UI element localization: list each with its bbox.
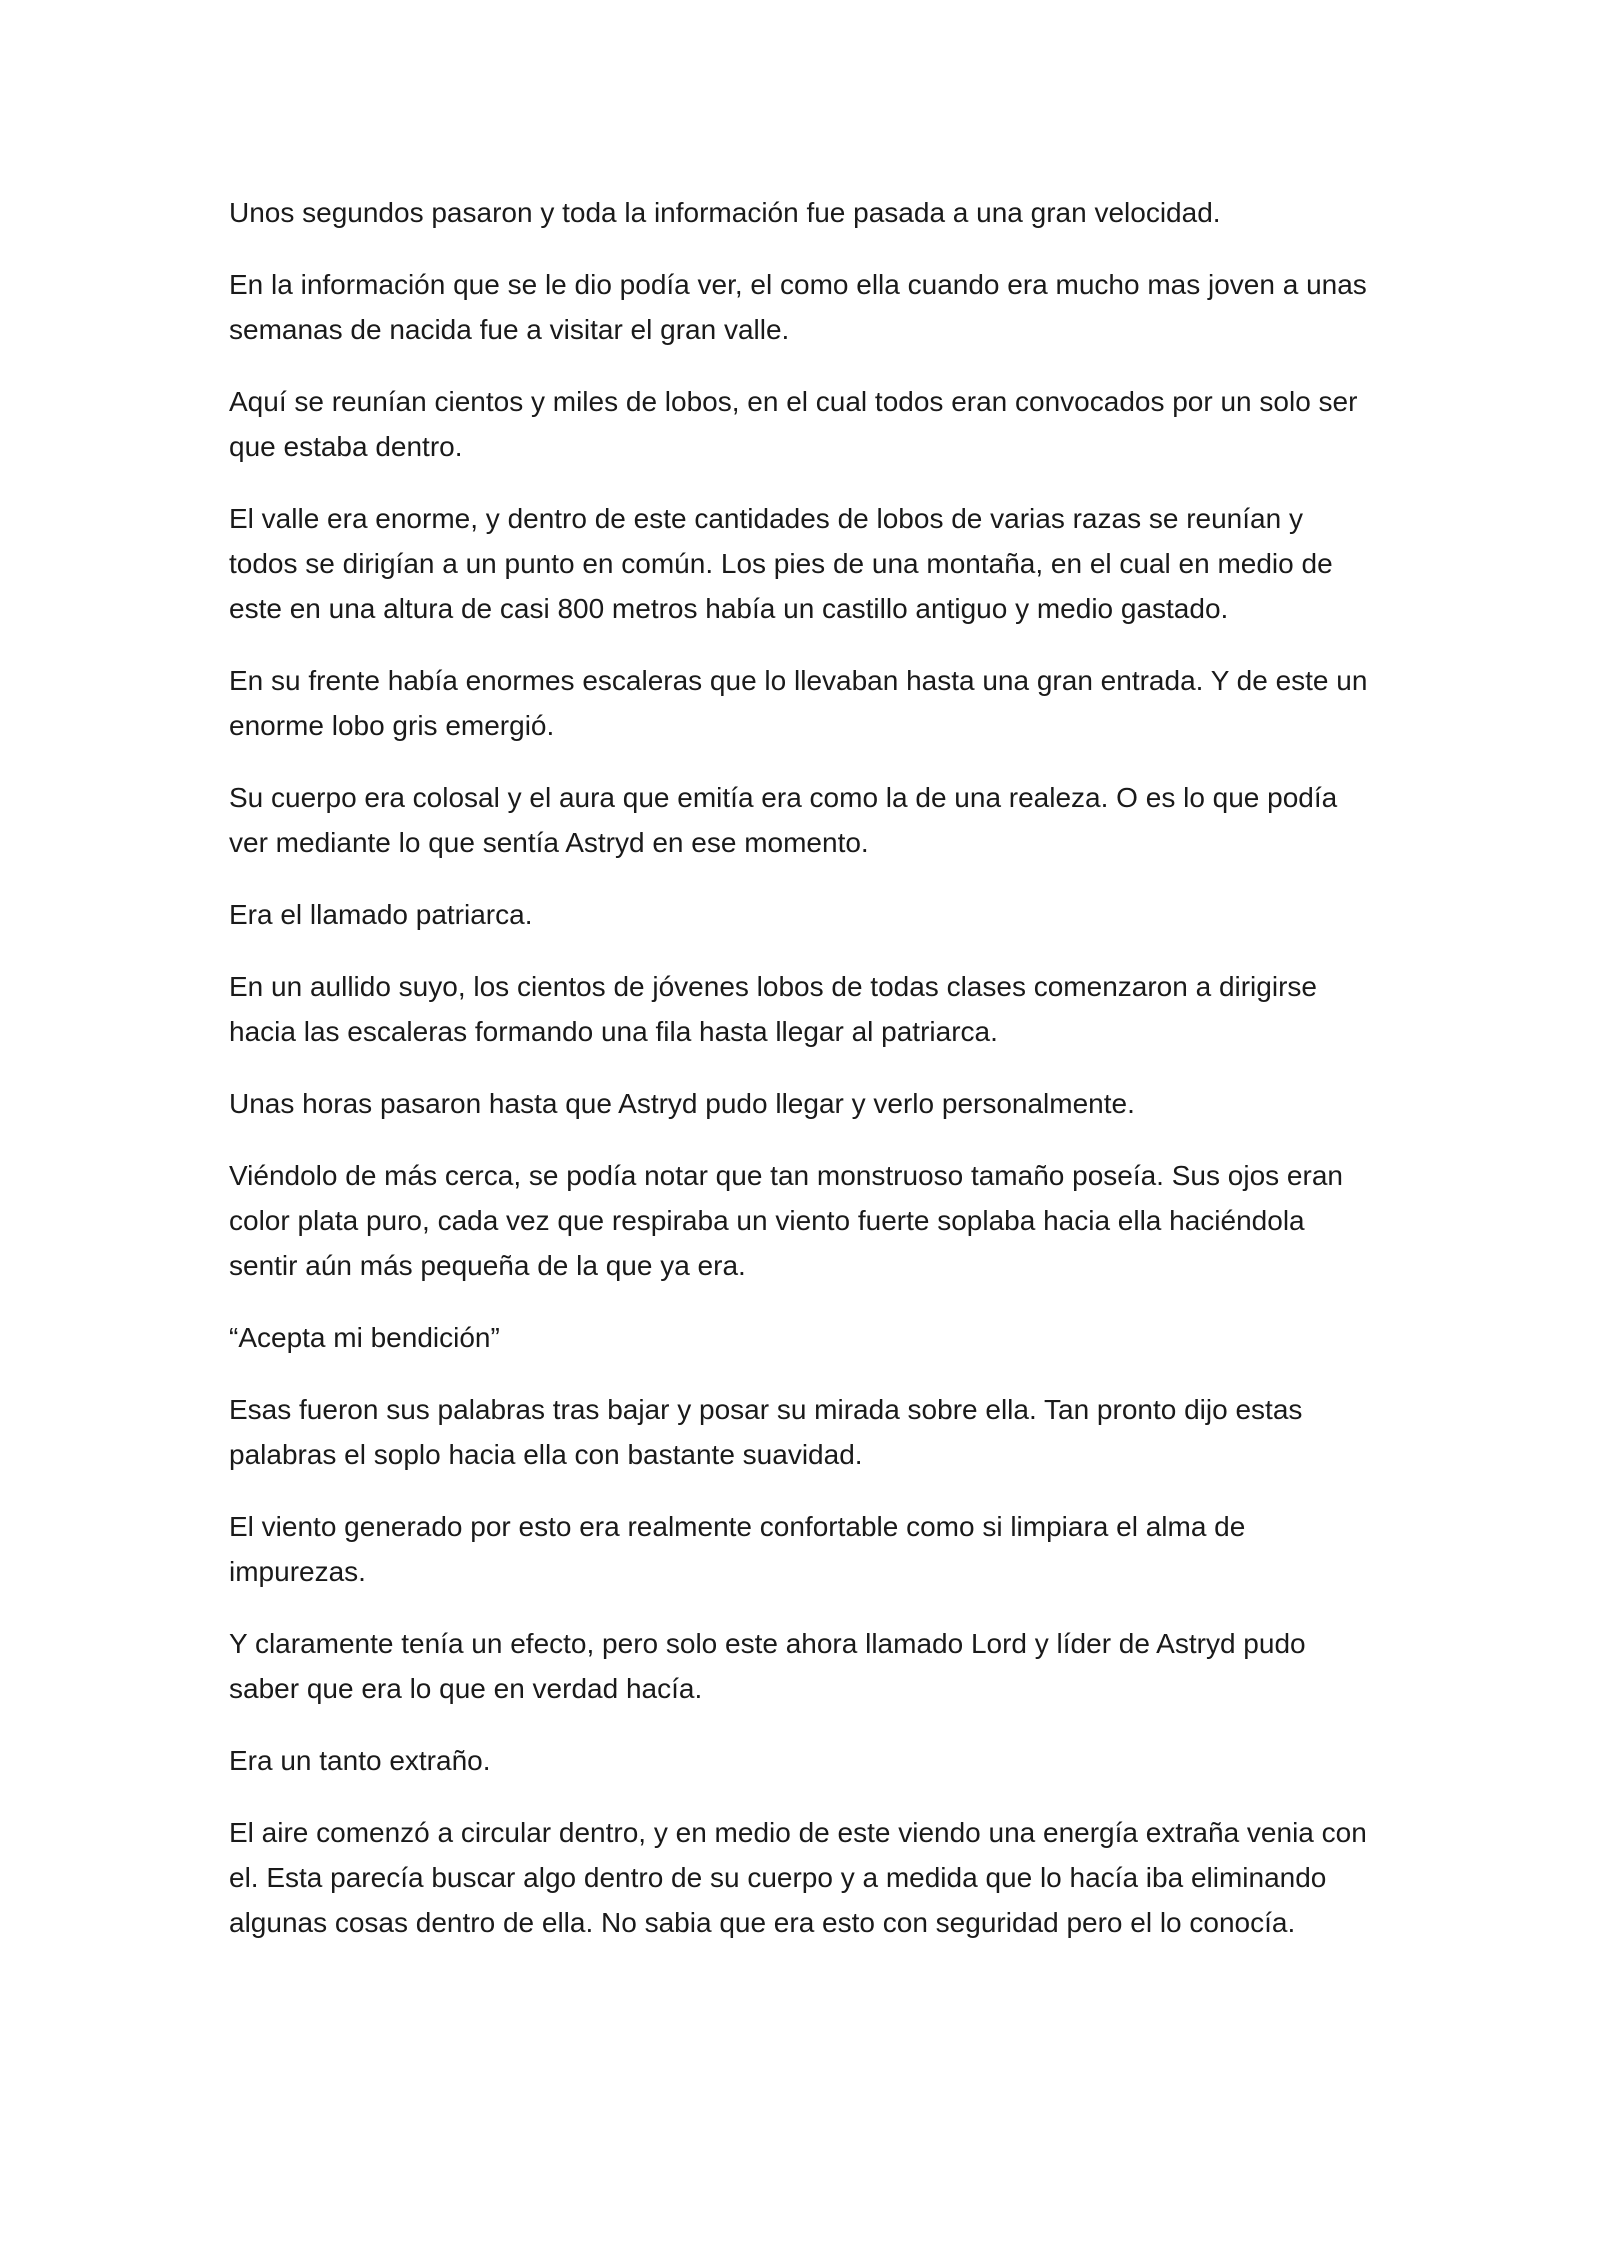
paragraph-13: El viento generado por esto era realmente confortable como si limpiara el alma de impurezas. xyxy=(229,1511,1246,1587)
paragraph-7: Era el llamado patriarca. xyxy=(229,899,533,930)
paragraph-9: Unas horas pasaron hasta que Astryd pudo llegar y verlo personalmente. xyxy=(229,1088,1135,1119)
paragraph-1: Unos segundos pasaron y toda la información fue pasada a una gran velocidad. xyxy=(229,197,1221,228)
paragraph-16: El aire comenzó a circular dentro, y en medio de este viendo una energía extraña venia con el. Esta parecía buscar algo dentro de su cuerpo y a medida que lo hacía iba eliminando algunas cosas dentro de ella. No sabia que era esto con seguridad pero el lo conocía. xyxy=(229,1817,1367,1938)
paragraph-12: Esas fueron sus palabras tras bajar y posar su mirada sobre ella. Tan pronto dijo estas palabras el soplo hacia ella con bastante suavidad. xyxy=(229,1394,1303,1470)
paragraph-14: Y claramente tenía un efecto, pero solo este ahora llamado Lord y líder de Astryd pudo saber que era lo que en verdad hacía. xyxy=(229,1628,1306,1704)
paragraph-5: En su frente había enormes escaleras que lo llevaban hasta una gran entrada. Y de este un enorme lobo gris emergió. xyxy=(229,665,1368,741)
paragraph-10: Viéndolo de más cerca, se podía notar que tan monstruoso tamaño poseía. Sus ojos eran color plata puro, cada vez que respiraba un viento fuerte soplaba hacia ella haciéndola sentir aún más pequeña de la que ya era. xyxy=(229,1160,1343,1281)
paragraph-4: El valle era enorme, y dentro de este cantidades de lobos de varias razas se reunían y todos se dirigían a un punto en común. Los pies de una montaña, en el cual en medio de este en una altura de casi 800 metros había un castillo antiguo y medio gastado. xyxy=(229,503,1333,624)
paragraph-11: “Acepta mi bendición” xyxy=(229,1322,500,1353)
paragraph-2: En la información que se le dio podía ver, el como ella cuando era mucho mas joven a unas semanas de nacida fue a visitar el gran valle. xyxy=(229,269,1367,345)
paragraph-8: En un aullido suyo, los cientos de jóvenes lobos de todas clases comenzaron a dirigirse hacia las escaleras formando una fila hasta llegar al patriarca. xyxy=(229,971,1317,1047)
paragraph-6: Su cuerpo era colosal y el aura que emitía era como la de una realeza. O es lo que podía ver mediante lo que sentía Astryd en ese momento. xyxy=(229,782,1338,858)
paragraph-3: Aquí se reunían cientos y miles de lobos, en el cual todos eran convocados por un solo ser que estaba dentro. xyxy=(229,386,1358,462)
paragraph-15: Era un tanto extraño. xyxy=(229,1745,491,1776)
document-body xyxy=(229,190,1379,1972)
